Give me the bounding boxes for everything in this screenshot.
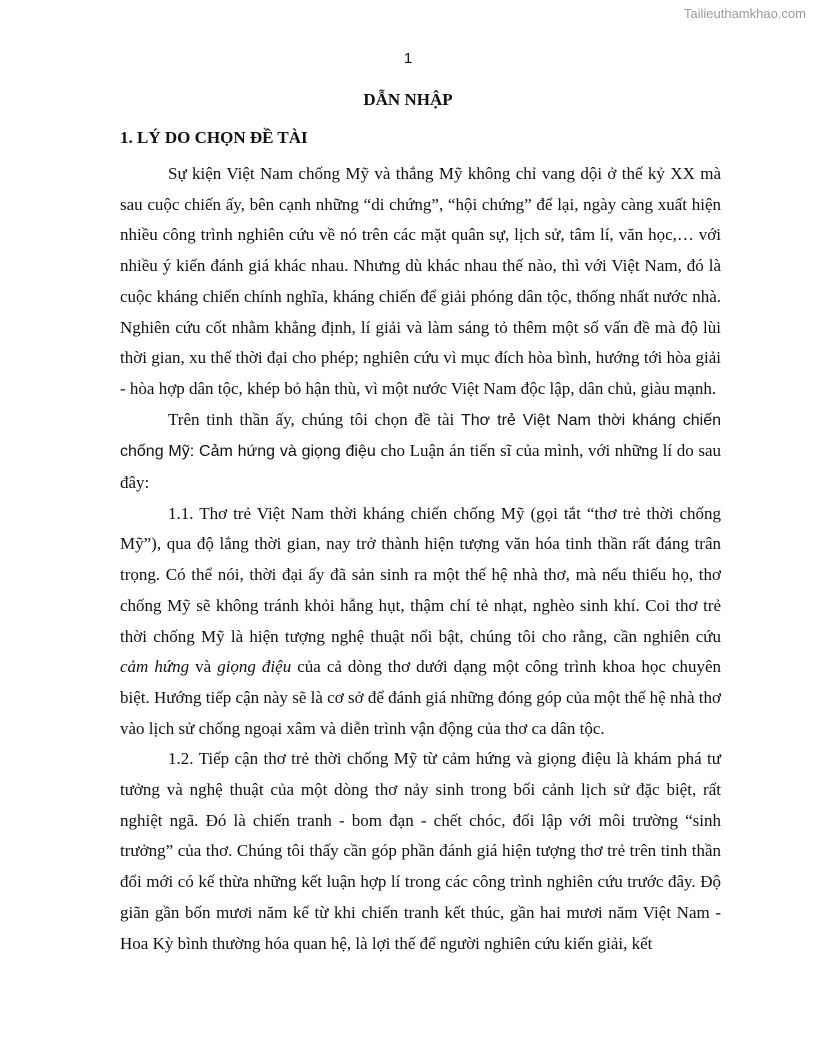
emphasis-cam-hung: cảm hứng: [120, 657, 190, 677]
paragraph-3-start: 1.1. Thơ trẻ Việt Nam thời kháng chiến chống Mỹ (gọi tắt “thơ trẻ thời chống Mỹ”), qua độ lắng thời gian, nay trở thành hiện tượng văn hóa tinh thần rất đáng trân trọng. Có thể nói, thời đại ấy đã sản sinh ra một thế hệ nhà thơ, mà nếu thiếu họ, thơ chống Mỹ sẽ không tránh khỏi hẫng hụt, thậm chí tẻ nhạt, nghèo sinh khí. Coi thơ trẻ thời chống Mỹ là hiện tượng nghệ thuật nổi bật, chúng tôi cho rằng, cần nghiên cứu: [120, 503, 721, 646]
page-number: 1: [403, 50, 413, 67]
paragraph-3-end: của cả dòng thơ dưới dạng một công trình khoa học chuyên biệt. Hướng tiếp cận này sẽ là cơ sở để đánh giá những đóng góp của một thế hệ nhà thơ vào lịch sử chống ngoại xâm và diễn trình vận động của thơ ca dân tộc.: [120, 657, 721, 738]
page-title: DẪN NHẬP: [363, 90, 453, 109]
paragraph-4: 1.2. Tiếp cận thơ trẻ thời chống Mỹ từ cảm hứng và giọng điệu là khám phá tư tưởng và nghệ thuật của một dòng thơ nảy sinh trong bối cảnh lịch sử đặc biệt, rất nghiệt ngã. Đó là chiến tranh - bom đạn - chết chóc, đối lập với môi trường “sinh trưởng” của thơ. Chúng tôi thấy cần góp phần đánh giá hiện tượng thơ trẻ trên tinh thần đổi mới có kế thừa những kết luận hợp lí trong các công trình nghiên cứu trước đây. Độ giãn gần bốn mươi năm kể từ khi chiến tranh kết thúc, gần hai mươi năm Việt Nam - Hoa Kỳ bình thường hóa quan hệ, là lợi thế để người nghiên cứu kiến giải, kết: [120, 749, 721, 953]
thesis-title: Thơ trẻ Việt Nam thời kháng chiến chống Mỹ: Cảm hứng và giọng điệu: [120, 411, 721, 461]
section-heading: 1. LÝ DO CHỌN ĐỀ TÀI: [120, 128, 308, 147]
paragraph-2: [120, 405, 721, 499]
paragraph-3: [120, 499, 721, 745]
body-text: [120, 159, 721, 959]
conjunction-text: và: [195, 657, 212, 677]
paragraph-2-intro: Trên tinh thần ấy, chúng tôi chọn đề tài: [168, 409, 455, 429]
paragraph-2-end: cho Luận án tiến sĩ của mình, với những lí do sau đây:: [120, 441, 722, 493]
paragraph-1: Sự kiện Việt Nam chống Mỹ và thắng Mỹ không chỉ vang dội ở thế kỷ XX mà sau cuộc chiến ấy, bên cạnh những “di chứng”, “hội chứng” để lại, ngày càng xuất hiện nhiều công trình nghiên cứu về nó trên các mặt quân sự, lịch sử, tâm lí, văn học,… với nhiều ý kiến đánh giá khác nhau. Nhưng dù khác nhau thế nào, thì với Việt Nam, đó là cuộc kháng chiến chính nghĩa, kháng chiến để giải phóng dân tộc, thống nhất nước nhà. Nghiên cứu cốt nhằm khẳng định, lí giải và làm sáng tỏ thêm một số vấn đề mà độ lùi thời gian, xu thế thời đại cho phép; nghiên cứu vì mục đích hòa bình, hướng tới hòa giải - hòa hợp dân tộc, khép bỏ hận thù, vì một nước Việt Nam độc lập, dân chủ, giàu mạnh.: [120, 164, 721, 398]
watermark: Tailieuthamkhao.com: [683, 6, 806, 21]
emphasis-giong-dieu: giọng điệu: [217, 657, 292, 677]
